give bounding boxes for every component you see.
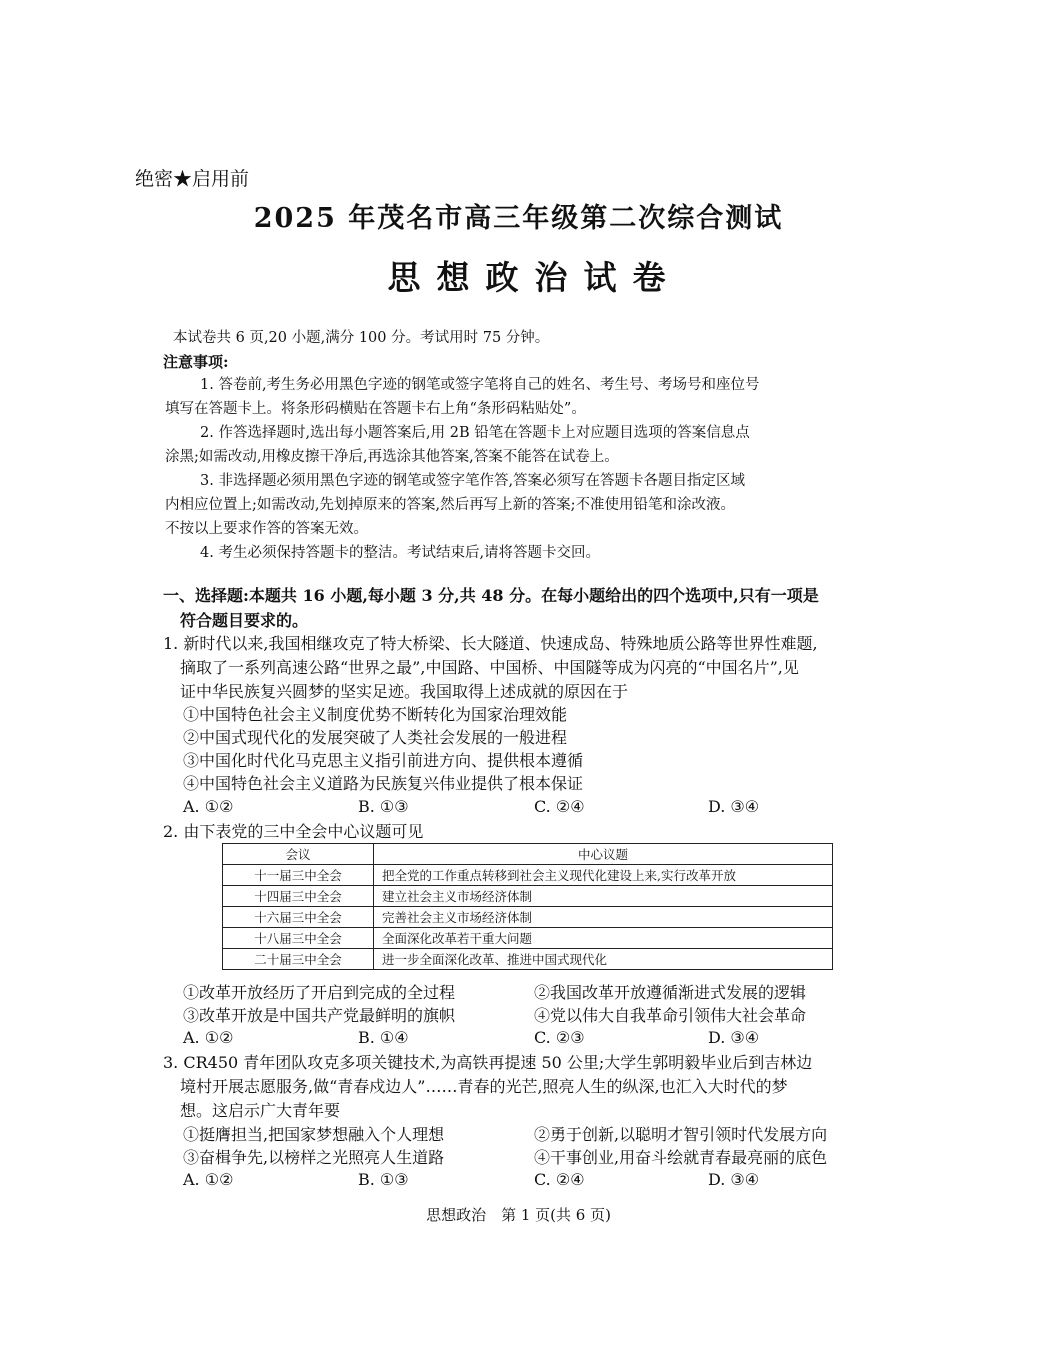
q1-stem-line: 证中华民族复兴圆梦的坚实足迹。我国取得上述成就的原因在于 [180,682,629,701]
q1-option: ①中国特色社会主义制度优势不断转化为国家治理效能 [183,705,568,724]
notice-line: 3. 非选择题必须用黑色字迹的钢笔或签字笔作答,答案必须写在答题卡各题目指定区域 [200,473,746,489]
table-row [223,949,833,970]
table-cell: 十一届三中全会 [223,865,374,886]
q3-option: ③奋楫争先,以榜样之光照亮人生道路 [183,1148,445,1167]
notice-line: 涂黑;如需改动,用橡皮擦干净后,再选涂其他答案,答案不能答在试卷上。 [165,449,619,465]
q3-option: ②勇于创新,以聪明才智引领时代发展方向 [534,1125,828,1144]
table-cell: 完善社会主义市场经济体制 [374,907,833,928]
table-cell: 二十届三中全会 [223,949,374,970]
q1-option: ④中国特色社会主义道路为民族复兴伟业提供了根本保证 [183,774,584,793]
q3-stem-line: 3. CR450 青年团队攻克多项关键技术,为高铁再提速 50 公里;大学生郭明毅毕业后到吉林边 [163,1053,813,1072]
table-cell: 建立社会主义市场经济体制 [374,886,833,907]
notice-heading: 注意事项: [163,353,229,371]
table-header-row [223,844,833,865]
table-row [223,886,833,907]
q3-choice-d: D. ③④ [708,1170,760,1189]
q1-choice-d: D. ③④ [708,797,760,816]
q3-choice-c: C. ②④ [534,1170,585,1189]
notice-line: 不按以上要求作答的答案无效。 [165,521,368,537]
intro-text: 本试卷共 6 页,20 小题,满分 100 分。考试用时 75 分钟。 [173,330,550,346]
q2-choice-d: D. ③④ [708,1028,760,1047]
q1-choice-b: B. ①③ [358,797,409,816]
table-row [223,907,833,928]
q2-option: ④党以伟大自我革命引领伟大社会革命 [534,1006,807,1025]
notice-line: 填写在答题卡上。将条形码横贴在答题卡右上角“条形码粘贴处”。 [165,401,586,417]
q2-choice-b: B. ①④ [358,1028,409,1047]
table-header: 中心议题 [374,844,833,865]
q1-option: ③中国化时代化马克思主义指引前进方向、提供根本遵循 [183,751,584,770]
q3-option: ①挺膺担当,把国家梦想融入个人理想 [183,1125,445,1144]
q1-stem-line: 摘取了一系列高速公路“世界之最”,中国路、中国桥、中国隧等成为闪亮的“中国名片”,见 [180,658,799,677]
notice-line: 1. 答卷前,考生务必用黑色字迹的钢笔或签字笔将自己的姓名、考生号、考场号和座位号 [200,377,760,393]
q1-choice-a: A. ①② [183,797,234,816]
q3-stem-line: 想。这启示广大青年要 [180,1101,341,1120]
notice-line: 内相应位置上;如需改动,先划掉原来的答案,然后再写上新的答案;不准使用铅笔和涂改液。 [165,497,735,513]
table-cell: 十四届三中全会 [223,886,374,907]
table-cell: 进一步全面深化改革、推进中国式现代化 [374,949,833,970]
table-header: 会议 [223,844,374,865]
q3-choice-b: B. ①③ [358,1170,409,1189]
table-row [223,928,833,949]
q2-option: ②我国改革开放遵循渐进式发展的逻辑 [534,983,807,1002]
q2-option: ①改革开放经历了开启到完成的全过程 [183,983,456,1002]
exam-title: 2025 年茂名市高三年级第二次综合测试 [253,203,784,234]
table-cell: 十八届三中全会 [223,928,374,949]
subject-title: 思想政治试卷 [387,258,682,297]
q1-option: ②中国式现代化的发展突破了人类社会发展的一般进程 [183,728,568,747]
q3-stem-line: 境村开展志愿服务,做“青春戍边人”……青春的光芒,照亮人生的纵深,也汇入大时代的梦 [180,1077,788,1096]
table-cell: 十六届三中全会 [223,907,374,928]
notice-line: 2. 作答选择题时,选出每小题答案后,用 2B 铅笔在答题卡上对应题目选项的答案信息点 [200,425,750,441]
q3-choice-a: A. ①② [183,1170,234,1189]
notice-line: 4. 考生必须保持答题卡的整洁。考试结束后,请将答题卡交回。 [200,545,601,561]
q3-option: ④干事创业,用奋斗绘就青春最亮丽的底色 [534,1148,828,1167]
section-heading-cont: 符合题目要求的。 [180,611,309,630]
table-row [223,865,833,886]
q1-choice-c: C. ②④ [534,797,585,816]
table-cell: 全面深化改革若干重大问题 [374,928,833,949]
q1-stem-line: 1. 新时代以来,我国相继攻克了特大桥梁、长大隧道、快速成岛、特殊地质公路等世界性难题, [163,634,818,653]
q2-choice-a: A. ①② [183,1028,234,1047]
q2-stem: 2. 由下表党的三中全会中心议题可见 [163,822,424,841]
page-footer: 思想政治 第 1 页(共 6 页) [426,1206,611,1224]
q2-option: ③改革开放是中国共产党最鲜明的旗帜 [183,1006,456,1025]
q2-choice-c: C. ②③ [534,1028,585,1047]
table-cell: 把全党的工作重点转移到社会主义现代化建设上来,实行改革开放 [374,865,833,886]
plenary-table [222,843,833,970]
confidential-mark: 绝密★启用前 [135,168,250,190]
section-heading: 一、选择题:本题共 16 小题,每小题 3 分,共 48 分。在每小题给出的四个选项中,只有一项是 [163,586,819,605]
